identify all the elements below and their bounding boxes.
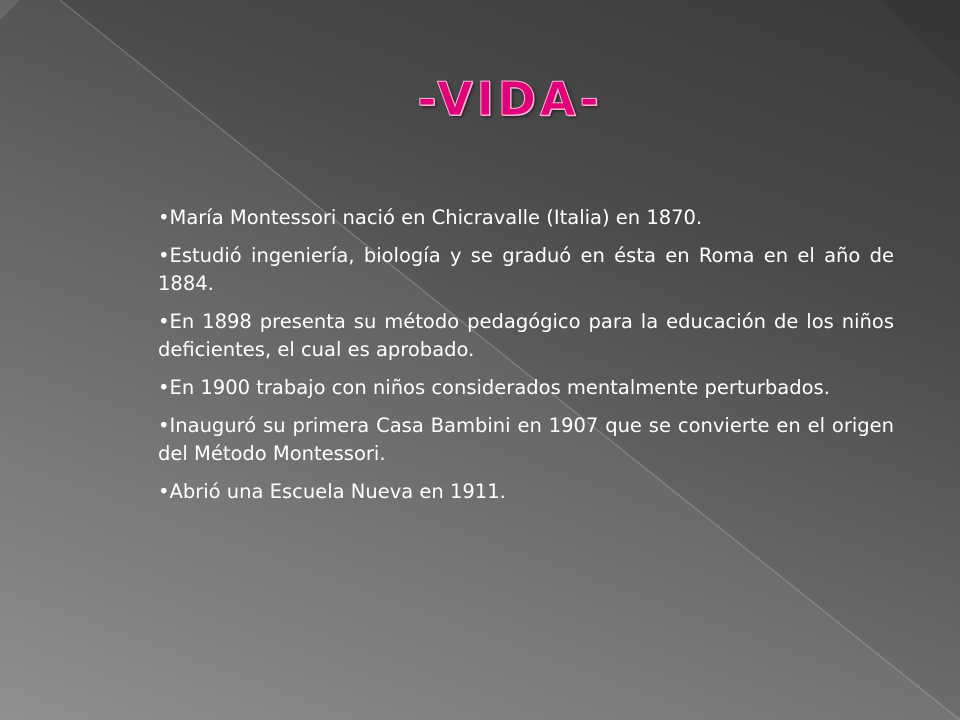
slide-title: -VIDA- xyxy=(417,72,603,126)
list-item-text: Estudió ingeniería, biología y se graduó en ésta en Roma en el año de 1884. xyxy=(158,244,894,295)
bullet-list xyxy=(158,204,894,516)
list-item-text: En 1900 trabajo con niños considerados mentalmente perturbados. xyxy=(169,376,830,399)
list-item xyxy=(158,204,894,232)
list-item xyxy=(158,374,894,402)
bullet-marker: • xyxy=(158,480,170,503)
bullet-marker: • xyxy=(158,310,170,333)
list-item xyxy=(158,242,894,298)
list-item xyxy=(158,308,894,364)
bullet-marker: • xyxy=(158,376,170,399)
list-item xyxy=(158,478,894,506)
bullet-marker: • xyxy=(158,414,170,437)
bullet-marker: • xyxy=(158,244,170,267)
list-item xyxy=(158,412,894,468)
list-item-text: En 1898 presenta su método pedagógico para la educación de los niños deficientes, el cual es aprobado. xyxy=(158,310,894,361)
list-item-text: Inauguró su primera Casa Bambini en 1907 que se convierte en el origen del Método Montessori. xyxy=(158,414,894,465)
bullet-marker: • xyxy=(158,206,170,229)
list-item-text: María Montessori nació en Chicravalle (Italia) en 1870. xyxy=(169,206,703,229)
list-item-text: Abrió una Escuela Nueva en 1911. xyxy=(169,480,506,503)
